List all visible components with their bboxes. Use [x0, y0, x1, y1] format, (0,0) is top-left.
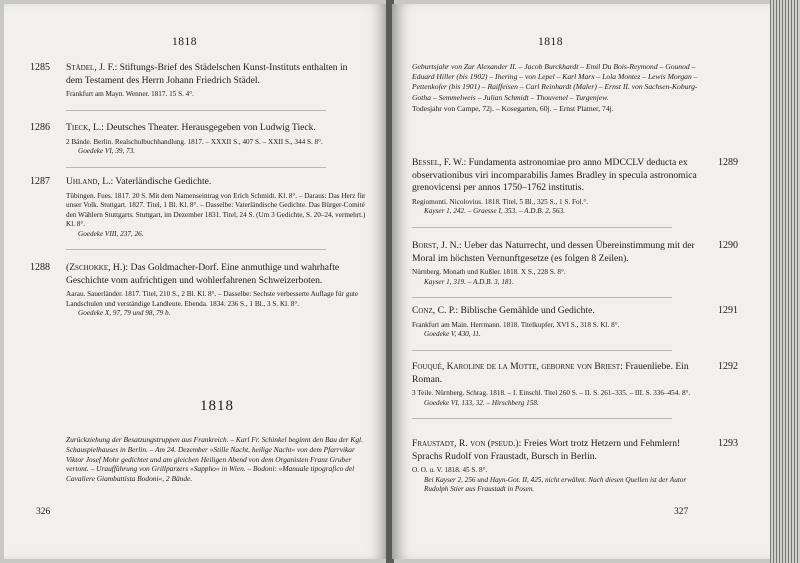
- entry-heading: [412, 305, 708, 318]
- entry-imprint: Nürnberg. Monath und Kußler. 1818. X S., 228 S. 8°.: [412, 268, 566, 276]
- entry-number: 1285: [30, 62, 50, 73]
- running-head: 1818: [172, 36, 197, 48]
- entry-number: 1287: [30, 176, 50, 187]
- entry-heading: [412, 157, 708, 195]
- entry-title: Freies Wort trotz Hetzern und Fehmlern! Sprachs Rudolf von Fraustadt, Bursch in Berlin.: [412, 438, 681, 462]
- entry-imprint: 3 Teile. Nürnberg. Schrag. 1818. – I. Einschl. Titel 260 S. – II. S. 261–335. – III. S. 336–454. 8°.: [412, 389, 691, 397]
- entry-imprint: Frankfurt am Main. Herrmann. 1818. Titelkupfer, XVI S., 318 S. Kl. 8°.: [412, 320, 620, 329]
- entry-number: 1286: [30, 122, 50, 133]
- entry-reference: Bei Kayser 2, 256 und Hayn-Got. II, 425, nicht erwähnt. Nach diesen Quellen ist der Autor Rudolph Stier aus Fraustadt in Posen.: [424, 475, 687, 494]
- entry-author: Borst, J. N.:: [412, 240, 462, 251]
- entry-imprint: Regiomonti. Nicolovius. 1818. Titel, 5 Bl., 325 S., 1 S. Fol.°.: [412, 197, 588, 206]
- entry-reference: Kayser 1, 242. – Graesse I, 353. – A.D.B. 2, 563.: [424, 207, 566, 216]
- entry-imprint: Frankfurt am Mayn. Wenner. 1817. 15 S. 4°.: [66, 90, 194, 98]
- catalog-entry: [30, 62, 366, 111]
- entry-imprint: Tübingen. Fues. 1817. 20 S. Mit dem Namenseintrag von Erich Schmidt. Kl. 8°. – Daraus: Das Herz für unser Volk. Stuttgart. 1827. Titel, 1 Bl. Kl. 8°. – Dasselbe: Vaterländische Gedichte. Das Bürger-Comité den Wählern Stuttgarts. Stuttgart, im Dezember 1831. Titel, 24 S. (Um 3 Gedichte, S. 20–24, vermehrt.) Kl. 8°.: [66, 191, 366, 229]
- year-heading: 1818: [200, 398, 234, 414]
- entry-reference: Kayser 1, 319. – A.D.B. 3, 181.: [424, 277, 514, 286]
- divider: [66, 110, 326, 111]
- entry-title: Frauenliebe. Ein Roman.: [412, 361, 689, 385]
- page-edges: [770, 0, 800, 563]
- entry-heading: [412, 438, 708, 463]
- divider: [412, 297, 672, 298]
- entry-reference: Goedeke VI, 133, 32. – Hirschberg 158.: [424, 398, 539, 407]
- entry-number: 1291: [718, 305, 738, 316]
- entry-reference: Goedeke V, 430, 11.: [424, 330, 481, 339]
- entry-number: 1290: [718, 240, 738, 251]
- entry-title: Fundamenta astronomiae pro anno MDCCLV deducta ex observationibus viri incomparabilis James Bradley in specula astronomica grenovicensi per annos 1750–1762 institutis.: [412, 157, 697, 193]
- catalog-entry: [412, 240, 738, 298]
- entry-reference: Goedeke X, 97, 79 und 98, 79 b.: [78, 309, 171, 318]
- entry-title: Das Goldmacher-Dorf. Eine anmuthige und wahrhafte Geschichte vom aufrichtigen und wohlerfahrenen Schweizerboten.: [66, 262, 340, 286]
- entry-heading: [66, 262, 366, 287]
- page-number: 327: [674, 507, 689, 517]
- catalog-entry: [412, 361, 738, 419]
- catalog-entry: [30, 122, 366, 168]
- divider: [412, 350, 672, 351]
- entry-title: Vaterländische Gedichte.: [115, 176, 212, 187]
- entry-author: (Zschokke, H.):: [66, 262, 129, 273]
- entry-heading: [66, 176, 366, 189]
- catalog-entry: [412, 305, 738, 351]
- catalog-entry: [412, 438, 738, 495]
- chronicle-text: Zurückziehung der Besatzungstruppen aus Frankreich. – Karl Fr. Schinkel beginnt den Bau der Kgl. Schauspielhauses in Berlin. – Am 24. Dezember »Stille Nacht, heilige Nacht« von dem Pfarrvikar Viktor Josef Mohr gedichtet und am gleichen Heiligen Abend von dem Organisten Franz Gruber vertont. – Uraufführung von Grillparzers »Sappho« in Wien. – Bodoni: »Manuale tipografico del Cavaliere Giambattista Bodoni«, 2 Bände.: [66, 435, 363, 484]
- entry-number: 1293: [718, 438, 738, 449]
- births-text: Geburtsjahr von Zar Alexander II. – Jacob Burckhardt – Emil Du Bois-Reymond – Gounod – Eduard Hiller (bis 1902) – Ihering – von Lepel – Karl Marx – Lola Montez – Lewis Morgan – Pettenkofer (bis 1901) – Raiffeisen – Carl Reinhardt (Maler) – Ernst II. von Sachsen-Koburg-Gotha – Semmelweis – Julian Schmidt – Thouvenel – Turgenjew.: [412, 62, 698, 102]
- entry-number: 1292: [718, 361, 738, 372]
- entry-number: 1289: [718, 157, 738, 168]
- divider: [412, 227, 672, 228]
- running-head: 1818: [538, 36, 563, 48]
- entry-reference: Goedeke VIII, 237, 26.: [78, 229, 144, 238]
- entry-author: Tieck, L.:: [66, 122, 104, 133]
- entry-heading: [412, 361, 708, 386]
- entry-author: Fouqué, Karoline de la Motte, geborne von Briest:: [412, 361, 623, 372]
- entry-title: Ueber das Naturrecht, und dessen Übereinstimmung mit der Moral im höchsten Vernunftgesetze (es folgen 8 Zeilen).: [412, 240, 695, 264]
- entry-heading: [412, 240, 708, 265]
- entry-title: Deutsches Theater. Herausgegeben von Ludwig Tieck.: [106, 122, 316, 133]
- entry-author: Bessel, F. W.:: [412, 157, 467, 168]
- divider: [66, 167, 326, 168]
- entry-author: Städel, J. F.:: [66, 62, 118, 73]
- entry-heading: [66, 62, 366, 87]
- entry-reference: Goedeke VI, 39, 73.: [78, 147, 136, 156]
- catalog-entry: [412, 157, 738, 228]
- entry-author: Uhland, L.:: [66, 176, 114, 187]
- entry-heading: [66, 122, 366, 135]
- entry-imprint: O. O. u. V. 1818. 45 S. 8°.: [412, 466, 488, 474]
- entry-imprint: Aarau. Sauerländer. 1817. Titel, 210 S., 2 Bl. Kl. 8°. – Dasselbe: Sechste verbesserte Auflage für gute Landschulen und verständige Landleute. Ebenda. 1834. 236 S., 1 Bl., 3 S. Kl. 8°.: [66, 290, 359, 308]
- page-number: 326: [36, 507, 51, 517]
- left-page: [4, 4, 388, 559]
- entry-number: 1288: [30, 262, 50, 273]
- entry-title: Stiftungs-Brief des Städelschen Kunst-Instituts enthalten in dem Testament des Herrn Johann Friedrich Städel.: [66, 62, 348, 86]
- births-list: [412, 62, 712, 114]
- deaths-text: Todesjahr von Campe, 72j. – Kosegarten, 60j. – Ernst Platner, 74j.: [412, 103, 614, 113]
- entry-imprint: 2 Bände. Berlin. Realschulbuchhandlung. 1817. – XXXII S., 407 S. – XXII S., 344 S. 8°.: [66, 137, 323, 146]
- catalog-entry: [30, 262, 366, 319]
- divider: [66, 249, 326, 250]
- divider: [412, 418, 672, 419]
- entry-author: Fraustadt, R. von (pseud.):: [412, 438, 522, 449]
- entry-author: Conz, C. P.:: [412, 305, 459, 316]
- right-page: [392, 4, 770, 559]
- catalog-entry: [30, 176, 366, 250]
- entry-title: Biblische Gemählde und Gedichte.: [460, 305, 595, 316]
